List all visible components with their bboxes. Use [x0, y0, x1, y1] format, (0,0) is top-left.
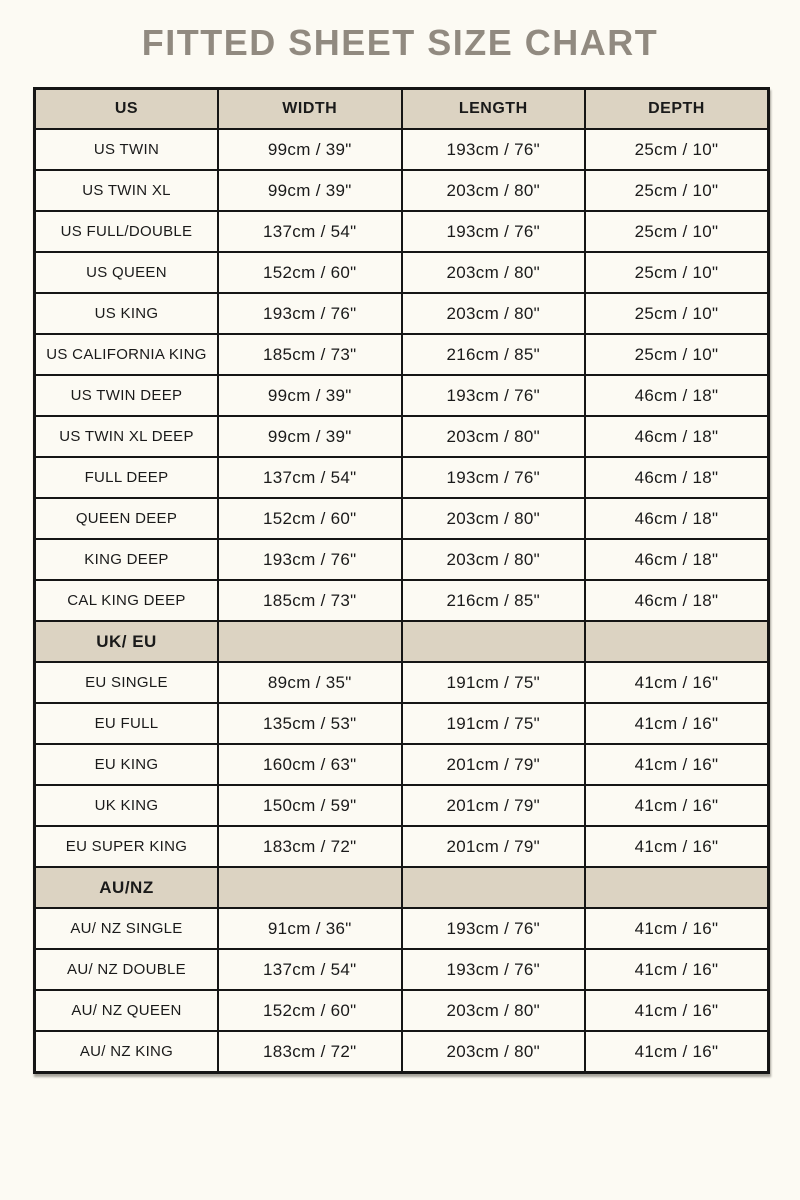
depth-cell: 25cm / 10": [585, 293, 769, 334]
size-cell: US TWIN: [35, 129, 219, 170]
depth-cell: 41cm / 16": [585, 785, 769, 826]
column-header-width: WIDTH: [218, 88, 402, 129]
depth-cell: 41cm / 16": [585, 744, 769, 785]
depth-cell: 46cm / 18": [585, 498, 769, 539]
width-cell: 99cm / 39": [218, 170, 402, 211]
width-cell: 137cm / 54": [218, 211, 402, 252]
column-header-length: LENGTH: [402, 88, 586, 129]
column-header-row: [35, 88, 769, 129]
table-row: [35, 211, 769, 252]
depth-cell: 41cm / 16": [585, 826, 769, 867]
size-cell: US TWIN DEEP: [35, 375, 219, 416]
page-title: FITTED SHEET SIZE CHART: [141, 22, 659, 63]
size-cell: AU/ NZ QUEEN: [35, 990, 219, 1031]
size-cell: US CALIFORNIA KING: [35, 334, 219, 375]
size-chart-table: [33, 87, 770, 1074]
length-cell: 201cm / 79": [402, 785, 586, 826]
table-header: [35, 88, 769, 129]
width-cell: 99cm / 39": [218, 129, 402, 170]
size-cell: FULL DEEP: [35, 457, 219, 498]
depth-cell: 41cm / 16": [585, 990, 769, 1031]
width-cell: 185cm / 73": [218, 334, 402, 375]
size-cell: US QUEEN: [35, 252, 219, 293]
length-cell: 193cm / 76": [402, 457, 586, 498]
size-cell: CAL KING DEEP: [35, 580, 219, 621]
width-cell: [218, 867, 402, 908]
size-cell: AU/ NZ KING: [35, 1031, 219, 1072]
table-row: [35, 498, 769, 539]
table-row: [35, 457, 769, 498]
width-cell: 137cm / 54": [218, 457, 402, 498]
length-cell: 201cm / 79": [402, 744, 586, 785]
table-row: [35, 293, 769, 334]
length-cell: 203cm / 80": [402, 990, 586, 1031]
length-cell: 203cm / 80": [402, 170, 586, 211]
size-cell: EU KING: [35, 744, 219, 785]
width-cell: 160cm / 63": [218, 744, 402, 785]
table-row: [35, 990, 769, 1031]
length-cell: 193cm / 76": [402, 949, 586, 990]
size-cell: US KING: [35, 293, 219, 334]
table-row: [35, 785, 769, 826]
depth-cell: 41cm / 16": [585, 908, 769, 949]
size-cell: US TWIN XL: [35, 170, 219, 211]
depth-cell: 46cm / 18": [585, 539, 769, 580]
length-cell: 203cm / 80": [402, 416, 586, 457]
length-cell: 191cm / 75": [402, 703, 586, 744]
size-cell: KING DEEP: [35, 539, 219, 580]
width-cell: 99cm / 39": [218, 416, 402, 457]
length-cell: [402, 867, 586, 908]
depth-cell: 46cm / 18": [585, 580, 769, 621]
table-row: [35, 949, 769, 990]
length-cell: 203cm / 80": [402, 539, 586, 580]
table-row: [35, 580, 769, 621]
table-row: [35, 129, 769, 170]
depth-cell: [585, 867, 769, 908]
depth-cell: 25cm / 10": [585, 334, 769, 375]
table-row: [35, 1031, 769, 1072]
depth-cell: 25cm / 10": [585, 252, 769, 293]
size-cell: UK/ EU: [35, 621, 219, 662]
width-cell: 193cm / 76": [218, 539, 402, 580]
size-cell: EU SINGLE: [35, 662, 219, 703]
width-cell: 193cm / 76": [218, 293, 402, 334]
width-cell: 135cm / 53": [218, 703, 402, 744]
length-cell: 203cm / 80": [402, 252, 586, 293]
size-cell: QUEEN DEEP: [35, 498, 219, 539]
depth-cell: [585, 621, 769, 662]
length-cell: 203cm / 80": [402, 498, 586, 539]
depth-cell: 46cm / 18": [585, 416, 769, 457]
depth-cell: 25cm / 10": [585, 211, 769, 252]
length-cell: 201cm / 79": [402, 826, 586, 867]
depth-cell: 46cm / 18": [585, 375, 769, 416]
table-row: [35, 908, 769, 949]
column-header-us: US: [35, 88, 219, 129]
table-row: [35, 539, 769, 580]
size-cell: EU FULL: [35, 703, 219, 744]
depth-cell: 41cm / 16": [585, 949, 769, 990]
table-row: [35, 703, 769, 744]
size-cell: AU/ NZ SINGLE: [35, 908, 219, 949]
depth-cell: 41cm / 16": [585, 703, 769, 744]
width-cell: 152cm / 60": [218, 498, 402, 539]
column-header-depth: DEPTH: [585, 88, 769, 129]
table-row: [35, 252, 769, 293]
width-cell: 99cm / 39": [218, 375, 402, 416]
table-row: [35, 744, 769, 785]
length-cell: [402, 621, 586, 662]
table-row: [35, 170, 769, 211]
table-row: [35, 826, 769, 867]
table-row: [35, 375, 769, 416]
width-cell: 185cm / 73": [218, 580, 402, 621]
length-cell: 193cm / 76": [402, 129, 586, 170]
size-cell: AU/NZ: [35, 867, 219, 908]
size-cell: AU/ NZ DOUBLE: [35, 949, 219, 990]
depth-cell: 41cm / 16": [585, 1031, 769, 1072]
length-cell: 203cm / 80": [402, 293, 586, 334]
table-row: [35, 416, 769, 457]
section-header-row: [35, 867, 769, 908]
depth-cell: 46cm / 18": [585, 457, 769, 498]
table-body: [35, 129, 769, 1072]
width-cell: 152cm / 60": [218, 252, 402, 293]
length-cell: 216cm / 85": [402, 580, 586, 621]
table-row: [35, 334, 769, 375]
size-cell: US FULL/DOUBLE: [35, 211, 219, 252]
width-cell: 150cm / 59": [218, 785, 402, 826]
depth-cell: 25cm / 10": [585, 170, 769, 211]
depth-cell: 25cm / 10": [585, 129, 769, 170]
table-row: [35, 662, 769, 703]
depth-cell: 41cm / 16": [585, 662, 769, 703]
length-cell: 216cm / 85": [402, 334, 586, 375]
length-cell: 193cm / 76": [402, 211, 586, 252]
width-cell: 89cm / 35": [218, 662, 402, 703]
size-cell: US TWIN XL DEEP: [35, 416, 219, 457]
width-cell: 152cm / 60": [218, 990, 402, 1031]
size-cell: EU SUPER KING: [35, 826, 219, 867]
section-header-row: [35, 621, 769, 662]
length-cell: 193cm / 76": [402, 375, 586, 416]
width-cell: 183cm / 72": [218, 826, 402, 867]
length-cell: 193cm / 76": [402, 908, 586, 949]
length-cell: 203cm / 80": [402, 1031, 586, 1072]
size-cell: UK KING: [35, 785, 219, 826]
width-cell: [218, 621, 402, 662]
length-cell: 191cm / 75": [402, 662, 586, 703]
width-cell: 137cm / 54": [218, 949, 402, 990]
width-cell: 183cm / 72": [218, 1031, 402, 1072]
width-cell: 91cm / 36": [218, 908, 402, 949]
